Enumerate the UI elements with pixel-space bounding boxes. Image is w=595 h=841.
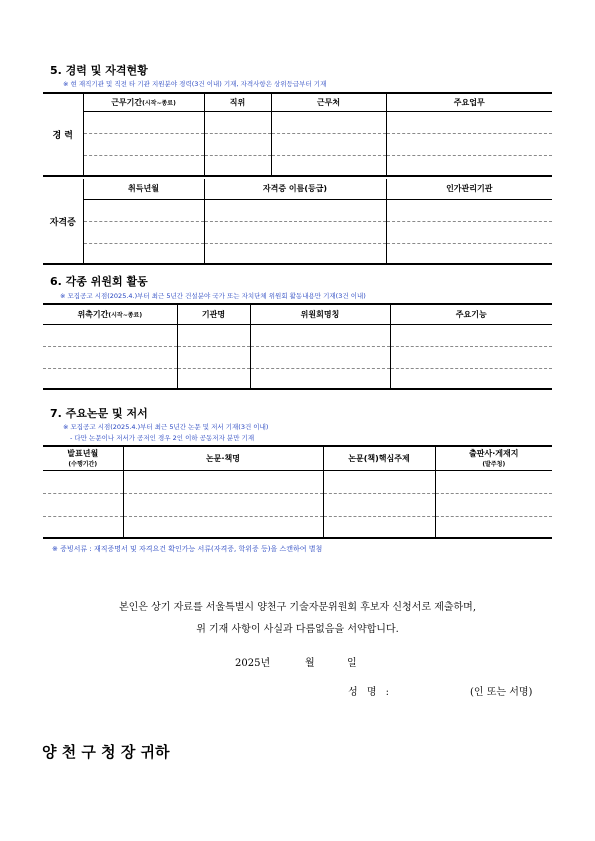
section6-note: ※ 모집공고 시점(2025.4.)부터 최근 5년간 건설분야 국가 또는 자치단체 위원회 활동내용만 기재(3건 이내) bbox=[60, 292, 366, 300]
career-cell[interactable] bbox=[386, 133, 552, 155]
career-header-duties: 주요업무 bbox=[386, 93, 552, 111]
section5-title: 5. 경력 및 자격현황 bbox=[50, 64, 148, 77]
date-day: 일 bbox=[347, 658, 357, 669]
paper-table bbox=[43, 445, 552, 539]
paper-cell[interactable] bbox=[123, 516, 323, 538]
paper-cell[interactable] bbox=[43, 493, 123, 516]
cert-row bbox=[43, 221, 552, 243]
committee-row bbox=[43, 368, 552, 389]
section7-note1: ※ 모집공고 시점(2025.4.)부터 최근 5년간 논문 및 저서 기재(3건 이내) bbox=[63, 423, 269, 431]
cert-table bbox=[43, 179, 552, 265]
section5-note: ※ 현 재직기관 및 직전 타 기관 지원분야 경력(3건 이내) 기재, 자격사항은 상위등급부터 기재 bbox=[63, 80, 327, 88]
cert-header-name: 자격증 이름(등급) bbox=[204, 179, 386, 199]
committee-cell[interactable] bbox=[390, 346, 552, 368]
committee-cell[interactable] bbox=[250, 368, 390, 389]
recipient: 양 천 구 청 장 귀하 bbox=[42, 743, 170, 761]
career-cell[interactable] bbox=[83, 111, 204, 133]
cert-cell[interactable] bbox=[386, 199, 552, 221]
section7-note2: - 다만 논문이나 저서가 공저인 경우 2인 이하 공동저자 분만 기재 bbox=[70, 434, 255, 442]
career-cell[interactable] bbox=[271, 155, 386, 176]
committee-cell[interactable] bbox=[43, 346, 177, 368]
paper-row bbox=[43, 470, 552, 493]
cert-cell[interactable] bbox=[83, 243, 204, 264]
section7-title: 7. 주요논문 및 저서 bbox=[50, 407, 148, 420]
career-cell[interactable] bbox=[271, 111, 386, 133]
paper-cell[interactable] bbox=[123, 493, 323, 516]
career-cell[interactable] bbox=[83, 155, 204, 176]
committee-header-org: 기관명 bbox=[177, 304, 250, 324]
cert-label: 자격증 bbox=[43, 179, 83, 264]
career-row bbox=[43, 111, 552, 133]
date-month: 월 bbox=[305, 658, 315, 669]
date-year: 2025년 bbox=[235, 658, 271, 669]
career-cell[interactable] bbox=[386, 155, 552, 176]
paper-header-date: 발표년월 (수행기간) bbox=[43, 446, 123, 470]
career-header-period: 근무기간(시작~종료) bbox=[83, 93, 204, 111]
committee-header-name: 위원회명칭 bbox=[250, 304, 390, 324]
committee-header-period: 위촉기간(시작~종료) bbox=[43, 304, 177, 324]
evidence-note: ※ 증빙서류 : 재직증명서 및 자격요건 확인가능 서류(자격증, 학위증 등)을 스캔하여 별첨 bbox=[52, 545, 323, 553]
cert-cell[interactable] bbox=[386, 243, 552, 264]
career-cell[interactable] bbox=[204, 155, 271, 176]
committee-cell[interactable] bbox=[43, 368, 177, 389]
cert-header-date: 취득년월 bbox=[83, 179, 204, 199]
paper-header-topic: 논문(책)핵심주제 bbox=[323, 446, 435, 470]
paper-header-publisher: 출판사·게재지 (발주청) bbox=[435, 446, 552, 470]
cert-cell[interactable] bbox=[204, 243, 386, 264]
committee-cell[interactable] bbox=[177, 368, 250, 389]
cert-cell[interactable] bbox=[83, 221, 204, 243]
career-cell[interactable] bbox=[204, 133, 271, 155]
signature-hint[interactable]: (인 또는 서명) bbox=[470, 687, 533, 698]
committee-cell[interactable] bbox=[390, 368, 552, 389]
career-row bbox=[43, 155, 552, 176]
cert-cell[interactable] bbox=[386, 221, 552, 243]
paper-cell[interactable] bbox=[435, 470, 552, 493]
committee-row bbox=[43, 346, 552, 368]
paper-cell[interactable] bbox=[435, 493, 552, 516]
committee-cell[interactable] bbox=[250, 324, 390, 346]
paper-cell[interactable] bbox=[323, 516, 435, 538]
paper-cell[interactable] bbox=[323, 493, 435, 516]
career-label: 경 력 bbox=[43, 93, 83, 176]
cert-cell[interactable] bbox=[204, 199, 386, 221]
cert-header-agency: 인가관리기관 bbox=[386, 179, 552, 199]
committee-row bbox=[43, 324, 552, 346]
career-header-position: 직위 bbox=[204, 93, 271, 111]
paper-cell[interactable] bbox=[435, 516, 552, 538]
committee-cell[interactable] bbox=[177, 324, 250, 346]
paper-row bbox=[43, 493, 552, 516]
paper-cell[interactable] bbox=[323, 470, 435, 493]
career-header-workplace: 근무처 bbox=[271, 93, 386, 111]
paper-header-title: 논문·책명 bbox=[123, 446, 323, 470]
career-cell[interactable] bbox=[271, 133, 386, 155]
committee-cell[interactable] bbox=[43, 324, 177, 346]
committee-cell[interactable] bbox=[390, 324, 552, 346]
declaration-line2: 위 기재 사항이 사실과 다름없음을 서약합니다. bbox=[196, 624, 399, 635]
declaration-line1: 본인은 상기 자료를 서울특별시 양천구 기술자문위원회 후보자 신청서로 제출하며, bbox=[118, 602, 477, 613]
paper-cell[interactable] bbox=[43, 470, 123, 493]
paper-cell[interactable] bbox=[43, 516, 123, 538]
paper-row bbox=[43, 516, 552, 538]
committee-cell[interactable] bbox=[250, 346, 390, 368]
committee-table bbox=[43, 303, 552, 390]
career-cell[interactable] bbox=[204, 111, 271, 133]
committee-header-function: 주요기능 bbox=[390, 304, 552, 324]
cert-row bbox=[43, 199, 552, 221]
committee-cell[interactable] bbox=[177, 346, 250, 368]
career-table bbox=[43, 92, 552, 177]
career-cell[interactable] bbox=[386, 111, 552, 133]
cert-cell[interactable] bbox=[83, 199, 204, 221]
career-row bbox=[43, 133, 552, 155]
section6-title: 6. 각종 위원회 활동 bbox=[50, 275, 148, 288]
career-cell[interactable] bbox=[83, 133, 204, 155]
cert-row bbox=[43, 243, 552, 264]
paper-cell[interactable] bbox=[123, 470, 323, 493]
cert-cell[interactable] bbox=[204, 221, 386, 243]
signature-label: 성 명 : bbox=[348, 687, 390, 698]
